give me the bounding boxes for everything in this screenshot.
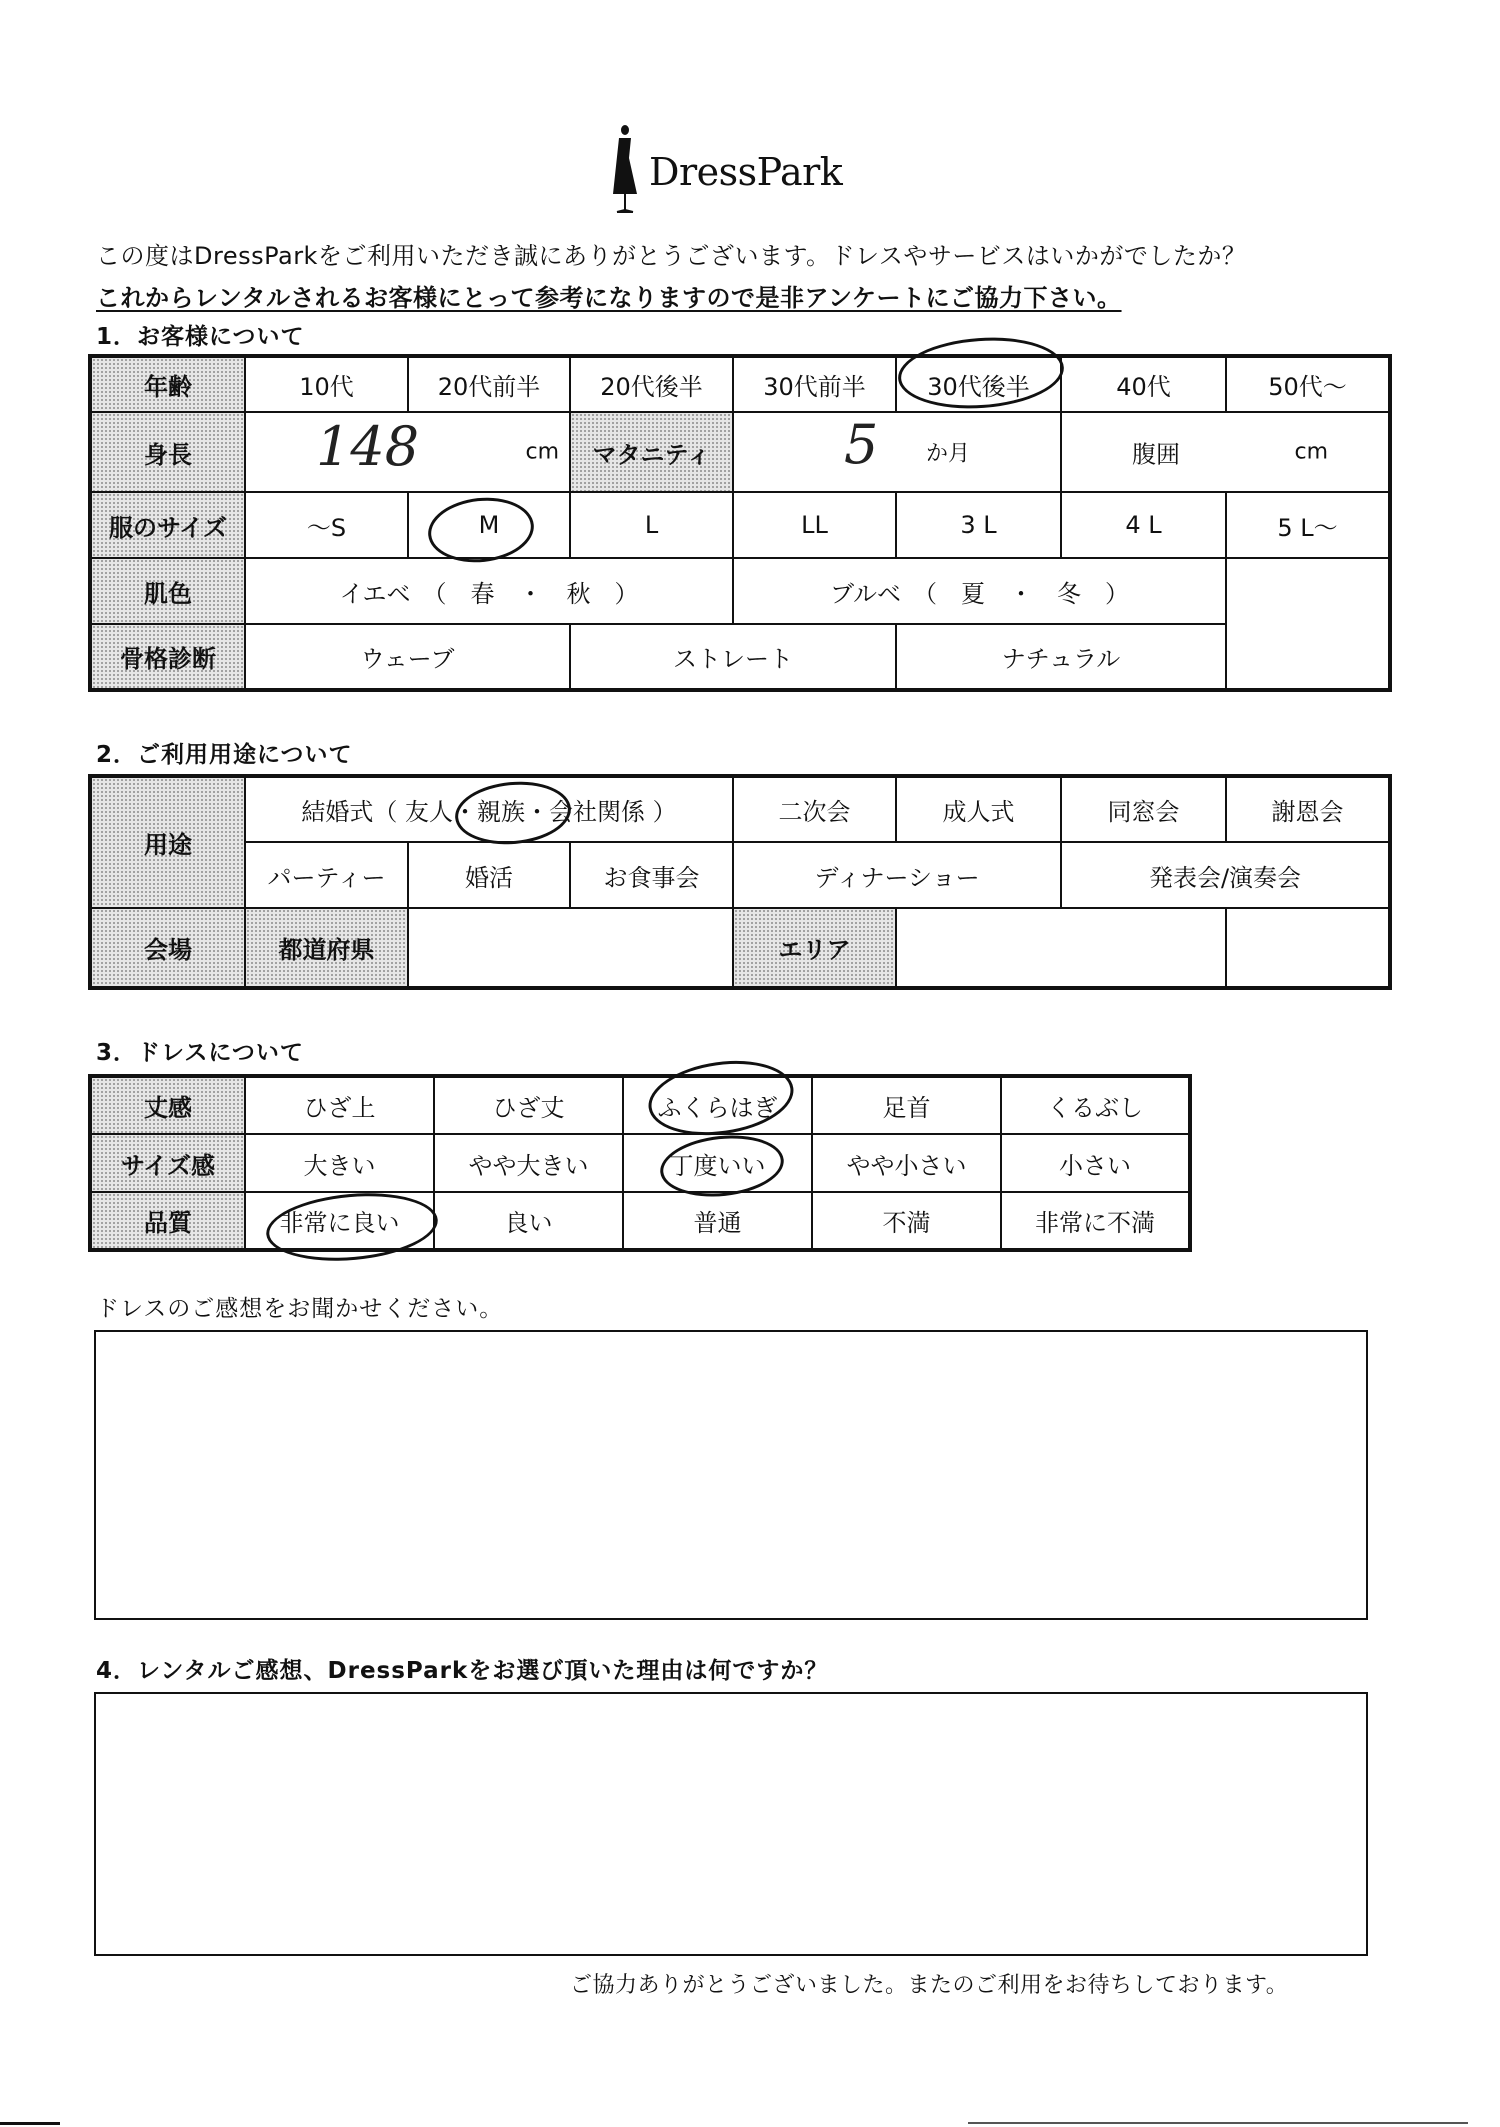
quality-option[interactable]: 不満 [812,1192,1001,1250]
dresspark-logo [605,118,865,218]
quality-option[interactable]: 普通 [623,1192,812,1250]
quality-option[interactable]: 良い [434,1192,623,1250]
purpose-option[interactable]: 成人式 [896,776,1061,842]
maternity-unit: か月 [925,441,970,467]
customer-table [88,354,1392,692]
purpose-option[interactable]: パーティー [245,842,408,908]
length-option[interactable]: ひざ丈 [434,1076,623,1134]
skin-blue-option[interactable]: ブルベ （ 夏 ・ 冬 ） [733,558,1226,624]
age-option[interactable]: 20代後半 [570,356,733,412]
section4-title: 4．レンタルご感想、DressParkをお選び頂いた理由は何ですか？ [96,1658,829,1684]
length-label: 丈感 [90,1076,245,1134]
size-option[interactable]: ～S [245,492,408,558]
maternity-field[interactable] [733,412,1061,492]
fit-label: サイズ感 [90,1134,245,1192]
fit-option[interactable]: やや大きい [434,1134,623,1192]
height-unit: cm [525,439,559,465]
empty-cell [1226,908,1390,988]
length-option-selected[interactable]: ふくらはぎ [623,1076,812,1134]
prefecture-label: 都道府県 [245,908,408,988]
skin-row [90,558,1390,624]
age-row [90,356,1390,412]
purpose-row-1 [90,776,1390,842]
purpose-option[interactable]: 婚活 [408,842,570,908]
height-label: 身長 [90,412,245,492]
length-option[interactable]: 足首 [812,1076,1001,1134]
skeleton-option[interactable]: ストレート [570,624,896,690]
fit-row [90,1134,1190,1192]
waist-unit: cm [1294,439,1328,465]
size-label: 服のサイズ [90,492,245,558]
skeleton-option[interactable]: ナチュラル [896,624,1226,690]
length-option[interactable]: くるぶし [1001,1076,1190,1134]
section3-title: 3．ドレスについて [96,1040,304,1066]
waist-label: 腹囲 [1132,440,1180,469]
age-option[interactable]: 30代前半 [733,356,896,412]
quality-option[interactable]: 非常に不満 [1001,1192,1190,1250]
size-row [90,492,1390,558]
prefecture-field[interactable] [408,908,733,988]
size-option[interactable]: L [570,492,733,558]
impression-prompt: ドレスのご感想をお聞かせください。 [96,1296,504,1322]
age-option[interactable]: 10代 [245,356,408,412]
quality-row [90,1192,1190,1250]
purpose-option[interactable]: 二次会 [733,776,896,842]
area-field[interactable] [896,908,1226,988]
impression-textarea[interactable] [94,1330,1368,1620]
maternity-label: マタニティ [570,412,733,492]
empty-cell [1226,624,1390,690]
size-option-selected[interactable]: M [408,492,570,558]
purpose-table [88,774,1392,990]
age-label: 年齢 [90,356,245,412]
size-option[interactable]: 3 L [896,492,1061,558]
height-field[interactable] [245,412,570,492]
quality-label: 品質 [90,1192,245,1250]
length-option[interactable]: ひざ上 [245,1076,434,1134]
intro-request: これからレンタルされるお客様にとって参考になりますので是非アンケートにご協力下さい。 [96,284,1122,312]
skeleton-label: 骨格診断 [90,624,245,690]
size-option[interactable]: 4 L [1061,492,1226,558]
fit-option[interactable]: 大きい [245,1134,434,1192]
skin-label: 肌色 [90,558,245,624]
purpose-option[interactable]: 謝恩会 [1226,776,1390,842]
age-option[interactable]: 40代 [1061,356,1226,412]
quality-option-selected[interactable]: 非常に良い [245,1192,434,1250]
closing-message: ご協力ありがとうございました。またのご利用をお待ちしております。 [570,1973,1289,1998]
skeleton-option[interactable]: ウェーブ [245,624,570,690]
purpose-row-2 [90,842,1390,908]
reason-textarea[interactable] [94,1692,1368,1956]
fit-option[interactable]: 小さい [1001,1134,1190,1192]
dress-table [88,1074,1192,1252]
age-option[interactable]: 20代前半 [408,356,570,412]
maternity-value: 5 [844,413,879,476]
fit-option[interactable]: やや小さい [812,1134,1001,1192]
wedding-option[interactable]: 結婚式（ 友人・親族・会社関係 ） [245,776,733,842]
venue-label: 会場 [90,908,245,988]
area-label: エリア [733,908,896,988]
height-row [90,412,1390,492]
intro-text: この度はDressParkをご利用いただき誠にありがとうございます。ドレスやサービスはいかがでしたか？ [96,242,1247,270]
purpose-option[interactable]: 同窓会 [1061,776,1226,842]
purpose-option[interactable]: お食事会 [570,842,733,908]
purpose-option[interactable]: ディナーショー [733,842,1061,908]
waist-field[interactable] [1061,412,1390,492]
skeleton-row [90,624,1390,690]
size-option[interactable]: 5 L～ [1226,492,1390,558]
empty-cell [1226,558,1390,624]
dress-silhouette-icon [605,124,645,216]
venue-row [90,908,1390,988]
size-option[interactable]: LL [733,492,896,558]
section2-title: 2．ご利用用途について [96,742,353,768]
logo-text: DressPark [649,150,843,194]
length-row [90,1076,1190,1134]
scan-edge-mark [968,2122,1468,2124]
height-value: 148 [316,415,420,478]
fit-option-selected[interactable]: 丁度いい [623,1134,812,1192]
age-option[interactable]: 50代～ [1226,356,1390,412]
purpose-option[interactable]: 発表会/演奏会 [1061,842,1390,908]
skin-yellow-option[interactable]: イエベ （ 春 ・ 秋 ） [245,558,733,624]
scan-edge-mark [0,2122,60,2125]
purpose-label: 用途 [90,776,245,908]
section1-title: 1．お客様について [96,324,305,350]
age-option-selected[interactable]: 30代後半 [896,356,1061,412]
